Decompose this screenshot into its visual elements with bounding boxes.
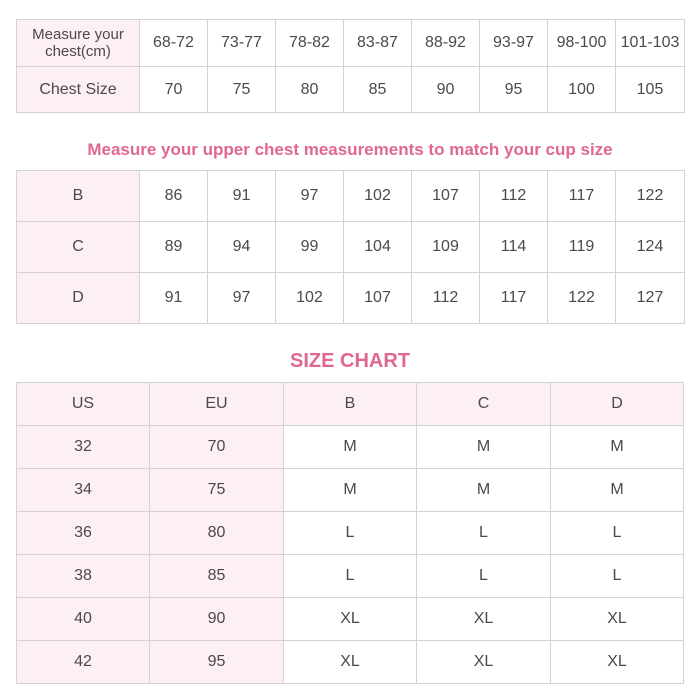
- table-row: [17, 469, 684, 512]
- chest-size-cell: 105: [616, 67, 685, 113]
- cup-size-table: [16, 170, 685, 324]
- chest-size-cell: 80: [276, 67, 344, 113]
- size-chart-title: SIZE CHART: [290, 350, 410, 372]
- size-cell: XL: [284, 598, 417, 641]
- size-chart-header-us: US: [17, 383, 150, 426]
- size-chart-header-row: [17, 383, 684, 426]
- cup-cell: 112: [412, 273, 480, 324]
- size-cell: M: [417, 469, 551, 512]
- size-cell: M: [284, 469, 417, 512]
- cup-cell: 99: [276, 222, 344, 273]
- chest-size-cell: 75: [208, 67, 276, 113]
- cup-cell: 97: [276, 171, 344, 222]
- measure-chest-header: Measure your chest(cm): [17, 20, 140, 67]
- cup-cell: 94: [208, 222, 276, 273]
- size-cell: XL: [417, 641, 551, 684]
- size-cell: L: [284, 512, 417, 555]
- cup-cell: 97: [208, 273, 276, 324]
- chest-size-row: [17, 67, 685, 113]
- size-chart-header-c: C: [417, 383, 551, 426]
- cup-cell: 102: [276, 273, 344, 324]
- chest-size-cell: 95: [480, 67, 548, 113]
- chest-measure-table: [16, 19, 685, 113]
- chest-size-cell: 100: [548, 67, 616, 113]
- cup-label: C: [17, 222, 140, 273]
- size-chart-table: [16, 382, 684, 684]
- size-cell: L: [284, 555, 417, 598]
- eu-size-cell: 75: [150, 469, 284, 512]
- cup-row-d: [17, 273, 685, 324]
- table-row: [17, 426, 684, 469]
- chest-size-cell: 70: [140, 67, 208, 113]
- chest-size-label: Chest Size: [17, 67, 140, 113]
- us-size-cell: 36: [17, 512, 150, 555]
- size-cell: XL: [417, 598, 551, 641]
- us-size-cell: 42: [17, 641, 150, 684]
- size-cell: L: [417, 555, 551, 598]
- chest-range-cell: 73-77: [208, 20, 276, 67]
- eu-size-cell: 70: [150, 426, 284, 469]
- chest-range-cell: 98-100: [548, 20, 616, 67]
- cup-cell: 104: [344, 222, 412, 273]
- table-row: [17, 555, 684, 598]
- size-cell: M: [284, 426, 417, 469]
- chest-range-cell: 101-103: [616, 20, 685, 67]
- cup-cell: 109: [412, 222, 480, 273]
- us-size-cell: 32: [17, 426, 150, 469]
- eu-size-cell: 80: [150, 512, 284, 555]
- cup-row-b: [17, 171, 685, 222]
- size-cell: XL: [284, 641, 417, 684]
- size-cell: M: [417, 426, 551, 469]
- cup-cell: 112: [480, 171, 548, 222]
- cup-cell: 127: [616, 273, 685, 324]
- cup-cell: 122: [548, 273, 616, 324]
- size-cell: M: [551, 469, 684, 512]
- us-size-cell: 34: [17, 469, 150, 512]
- cup-cell: 117: [548, 171, 616, 222]
- us-size-cell: 40: [17, 598, 150, 641]
- chest-range-cell: 93-97: [480, 20, 548, 67]
- cup-cell: 124: [616, 222, 685, 273]
- size-chart-header-eu: EU: [150, 383, 284, 426]
- size-cell: L: [551, 512, 684, 555]
- us-size-cell: 38: [17, 555, 150, 598]
- cup-cell: 114: [480, 222, 548, 273]
- cup-cell: 86: [140, 171, 208, 222]
- cup-cell: 107: [412, 171, 480, 222]
- size-chart-header-d: D: [551, 383, 684, 426]
- table-row: [17, 598, 684, 641]
- size-chart-header-b: B: [284, 383, 417, 426]
- size-cell: L: [551, 555, 684, 598]
- cup-cell: 107: [344, 273, 412, 324]
- cup-size-title: Measure your upper chest measurements to match your cup size: [87, 140, 613, 159]
- cup-row-c: [17, 222, 685, 273]
- cup-cell: 89: [140, 222, 208, 273]
- table-row: [17, 512, 684, 555]
- cup-cell: 122: [616, 171, 685, 222]
- eu-size-cell: 95: [150, 641, 284, 684]
- chest-size-cell: 85: [344, 67, 412, 113]
- eu-size-cell: 85: [150, 555, 284, 598]
- cup-cell: 117: [480, 273, 548, 324]
- chest-size-cell: 90: [412, 67, 480, 113]
- cup-label: D: [17, 273, 140, 324]
- size-cell: L: [417, 512, 551, 555]
- cup-label: B: [17, 171, 140, 222]
- chest-range-cell: 83-87: [344, 20, 412, 67]
- cup-cell: 91: [140, 273, 208, 324]
- chest-range-cell: 88-92: [412, 20, 480, 67]
- cup-cell: 119: [548, 222, 616, 273]
- chest-range-cell: 78-82: [276, 20, 344, 67]
- cup-cell: 91: [208, 171, 276, 222]
- eu-size-cell: 90: [150, 598, 284, 641]
- chest-range-cell: 68-72: [140, 20, 208, 67]
- size-cell: M: [551, 426, 684, 469]
- size-cell: XL: [551, 641, 684, 684]
- chest-measure-header-row: [17, 20, 685, 67]
- table-row: [17, 641, 684, 684]
- size-cell: XL: [551, 598, 684, 641]
- cup-cell: 102: [344, 171, 412, 222]
